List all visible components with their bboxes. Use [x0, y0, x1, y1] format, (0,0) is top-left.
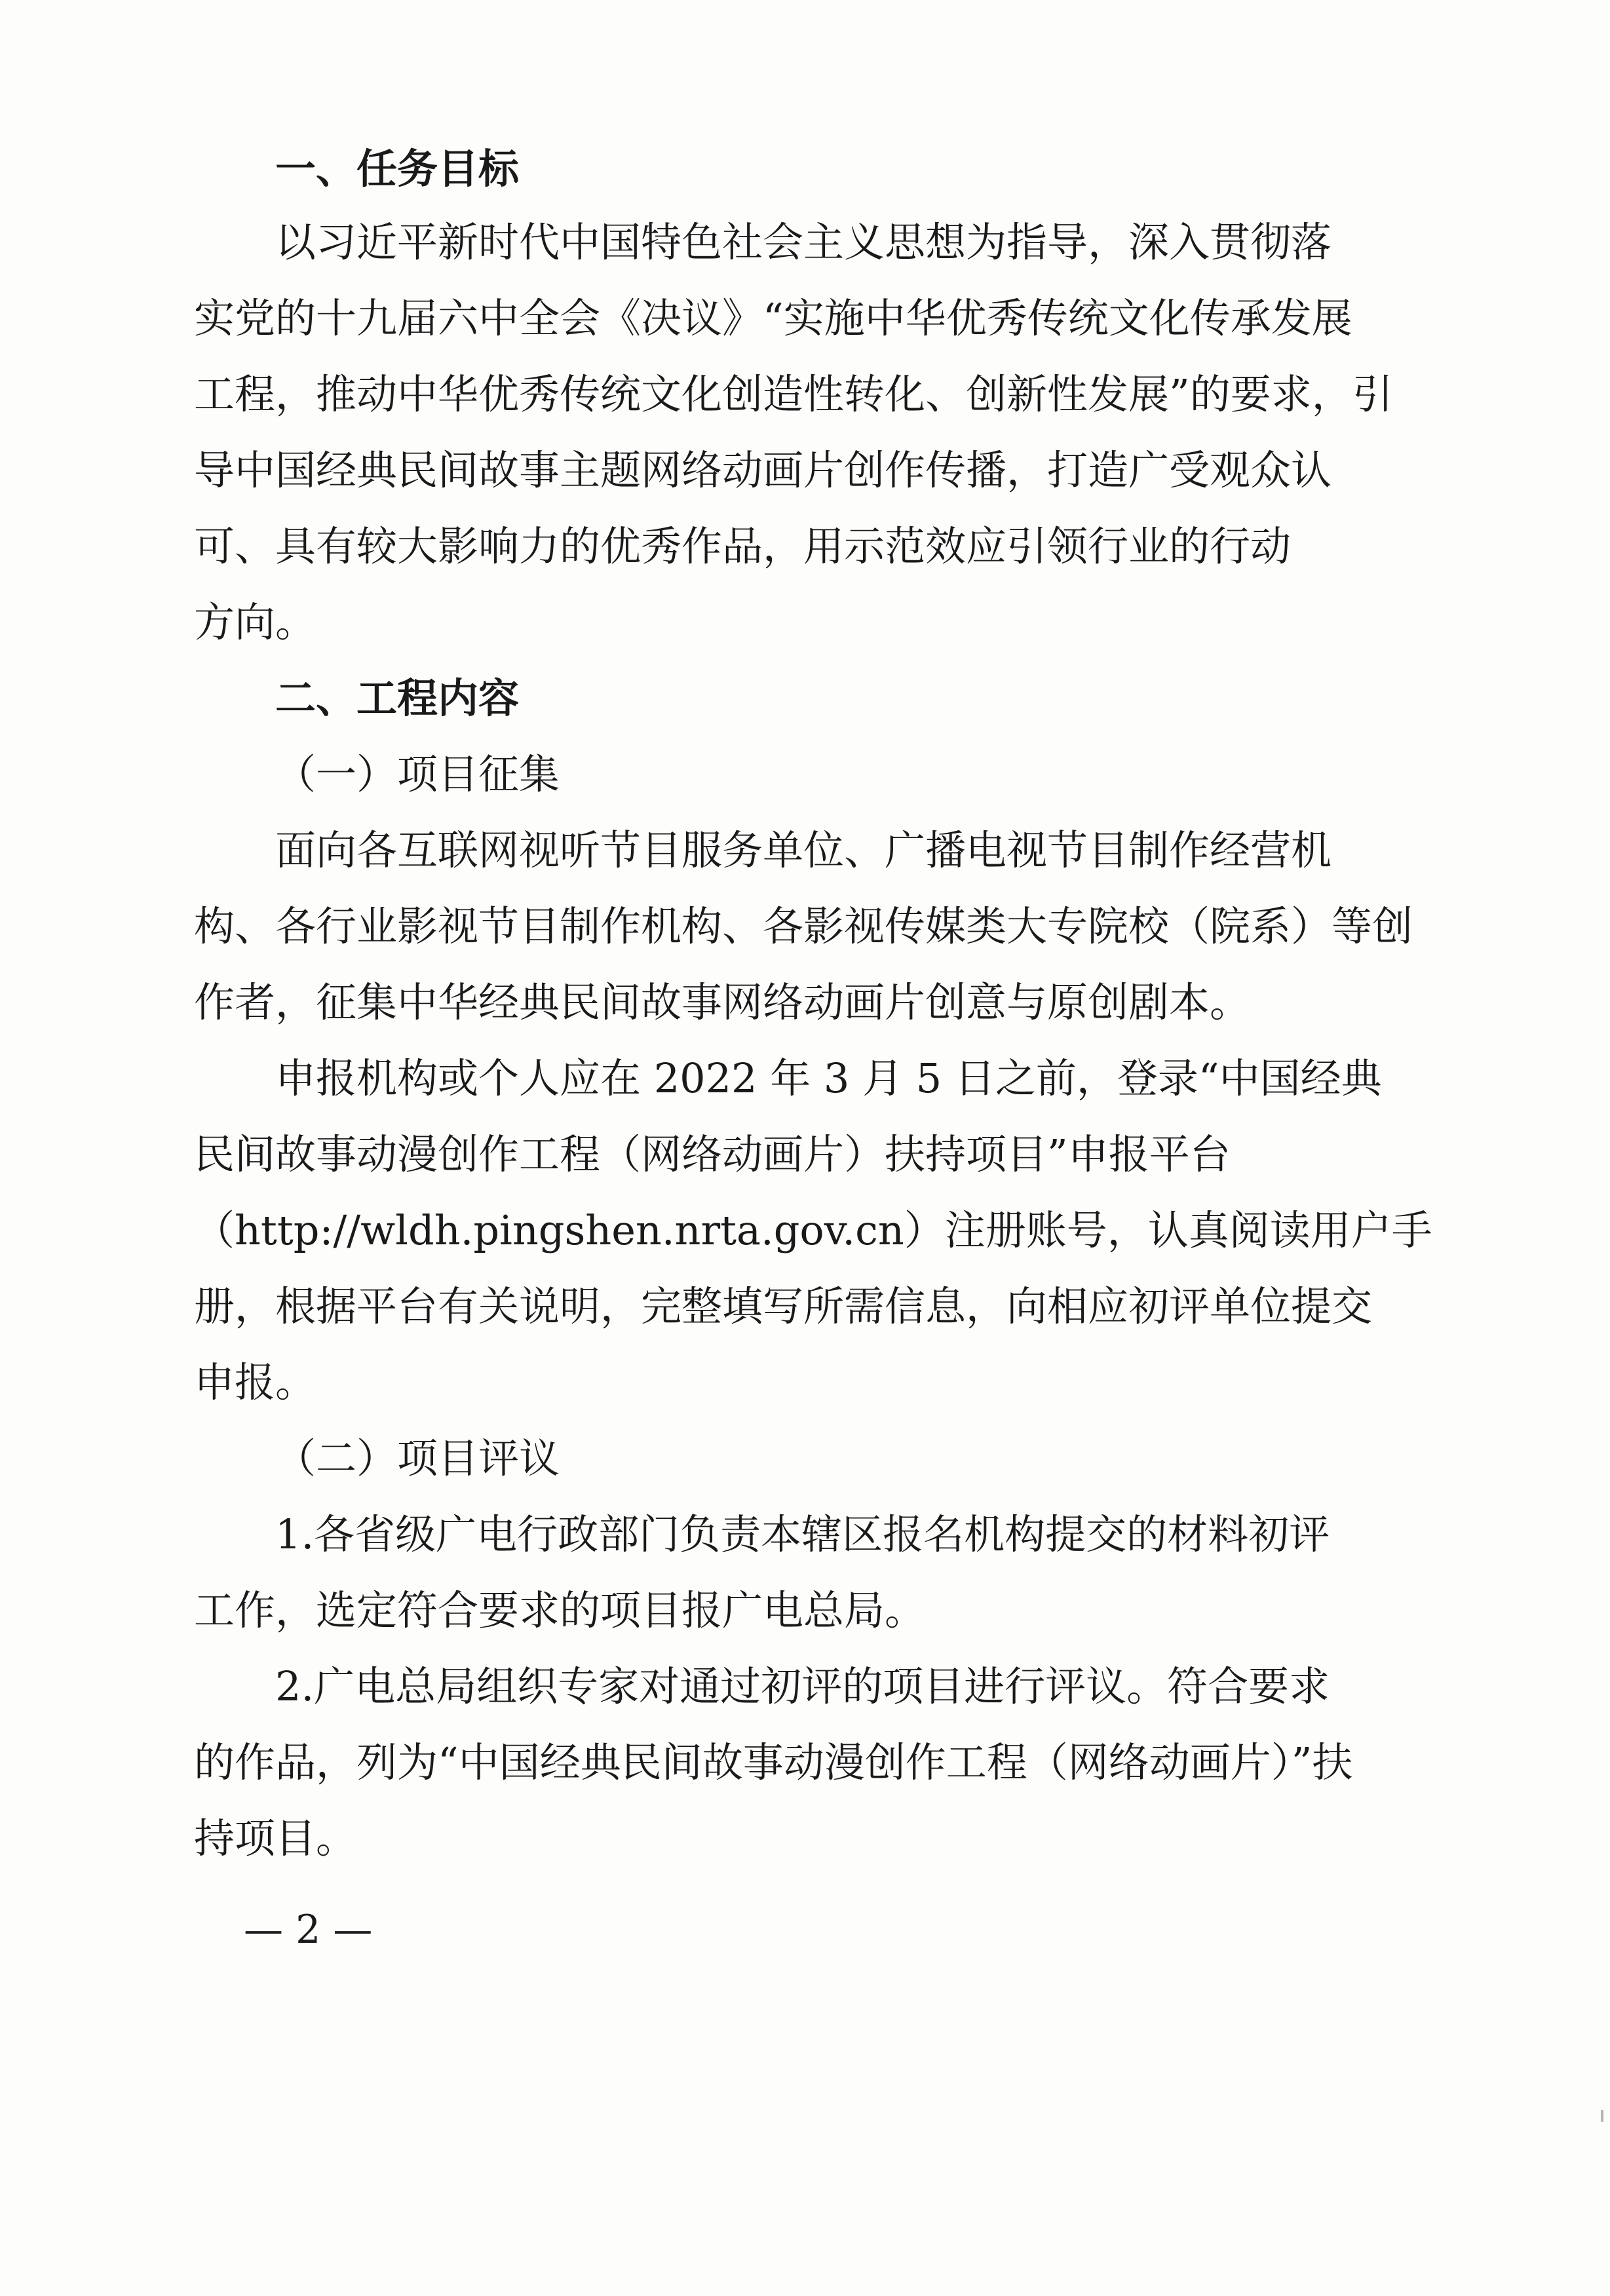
- paragraph-line: 民间故事动漫创作工程（网络动画片）扶持项目”申报平台: [194, 1130, 1231, 1178]
- paragraph-line: 工作，选定符合要求的项目报广电总局。: [194, 1586, 926, 1634]
- paragraph-line: 2.广电总局组织专家对通过初评的项目进行评议。符合要求: [275, 1662, 1330, 1710]
- paragraph-line: 作者，征集中华经典民间故事网络动画片创意与原创剧本。: [194, 978, 1251, 1026]
- scan-speck: [1601, 2110, 1603, 2122]
- paragraph-line: 实党的十九届六中全会《决议》“实施中华优秀传统文化传承发展: [194, 294, 1352, 342]
- paragraph-line: 工程，推动中华优秀传统文化创造性转化、创新性发展”的要求，引: [194, 370, 1393, 418]
- paragraph-line: 以习近平新时代中国特色社会主义思想为指导，深入贯彻落: [275, 218, 1332, 266]
- paragraph-line: 构、各行业影视节目制作机构、各影视传媒类大专院校（院系）等创: [194, 902, 1413, 950]
- paragraph-line: 的作品，列为“中国经典民间故事动漫创作工程（网络动画片）”扶: [194, 1738, 1353, 1786]
- subsection-heading: （一）项目征集: [275, 750, 560, 798]
- paragraph-line: 申报。: [194, 1358, 316, 1406]
- paragraph-line: 申报机构或个人应在 2022 年 3 月 5 日之前，登录“中国经典: [275, 1054, 1382, 1102]
- paragraph-line: 持项目。: [194, 1814, 357, 1862]
- paragraph-line: 可、具有较大影响力的优秀作品，用示范效应引领行业的行动: [194, 522, 1292, 570]
- page-number: — 2 —: [244, 1907, 373, 1953]
- paragraph-line: 1.各省级广电行政部门负责本辖区报名机构提交的材料初评: [275, 1510, 1330, 1558]
- paragraph-line: 导中国经典民间故事主题网络动画片创作传播，打造广受观众认: [194, 446, 1332, 494]
- section-heading-2: 二、工程内容: [275, 674, 520, 722]
- paragraph-line: 册，根据平台有关说明，完整填写所需信息，向相应初评单位提交: [194, 1282, 1373, 1330]
- subsection-heading: （二）项目评议: [275, 1434, 560, 1482]
- paragraph-line: （http://wldh.pingshen.nrta.gov.cn）注册账号，认真阅读用户手: [194, 1206, 1432, 1254]
- section-heading-1: 一、任务目标: [275, 145, 520, 193]
- paragraph-line: 方向。: [194, 598, 316, 646]
- paragraph-line: 面向各互联网视听节目服务单位、广播电视节目制作经营机: [275, 826, 1332, 874]
